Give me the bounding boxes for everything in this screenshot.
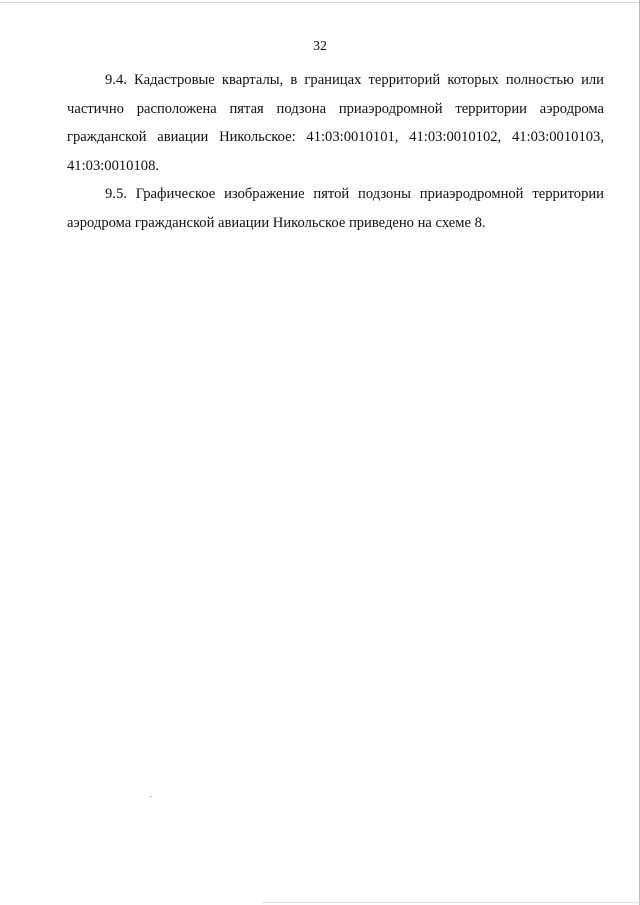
- scan-speck: [150, 796, 152, 797]
- document-body: [67, 66, 604, 237]
- page-number: 32: [313, 39, 327, 54]
- paragraph-9-5: 9.5. Графическое изображение пятой подзоны приаэродромной территории аэродрома гражданской авиации Никольское приведено на схеме 8.: [67, 186, 604, 231]
- paragraph-9-4: 9.4. Кадастровые кварталы, в границах территорий которых полностью или частично расположена пятая подзона приаэродромной территории аэродрома гражданской авиации Никольское: 41:03:0010101, 41:03:0010102, 41:03:0010103, 41:03:0010108.: [67, 72, 604, 174]
- scan-edge-top: [0, 2, 640, 3]
- scan-edge-bottom: [262, 902, 640, 903]
